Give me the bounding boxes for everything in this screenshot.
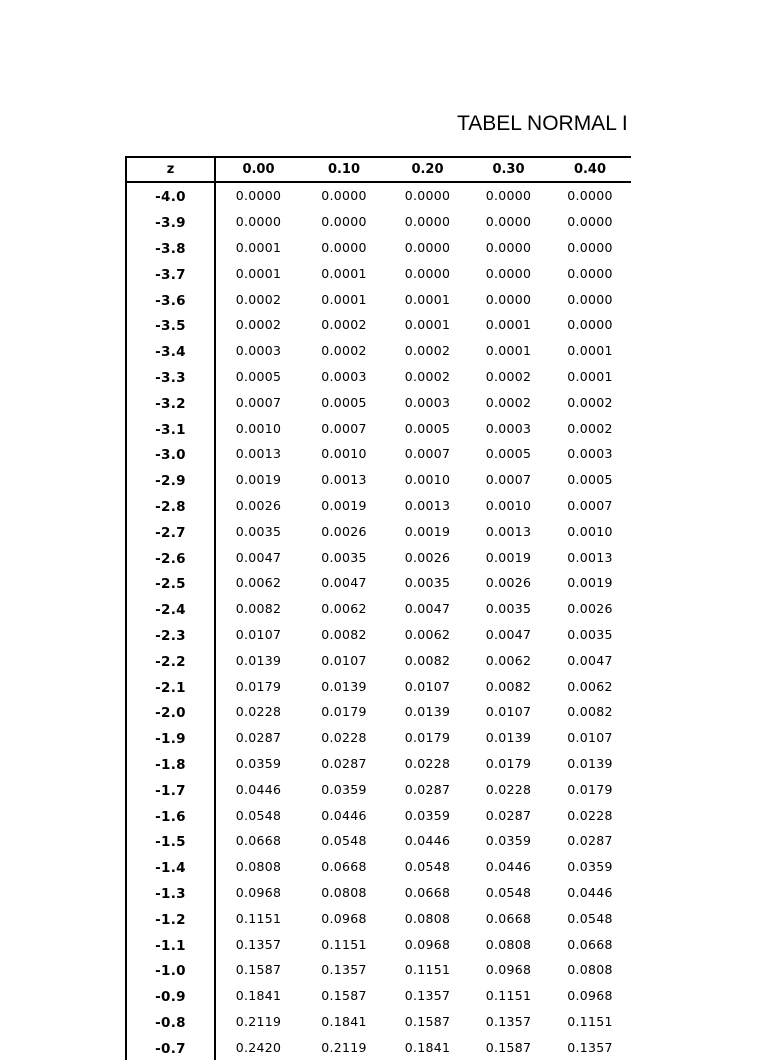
probability-cell: 0.0287 xyxy=(235,730,282,746)
probability-cell: 0.0808 xyxy=(567,962,613,978)
z-value-cell: -3.5 xyxy=(126,312,215,338)
z-value-cell: -2.0 xyxy=(126,699,215,725)
table-body xyxy=(126,182,631,1060)
z-value-cell: -2.4 xyxy=(126,596,215,622)
probability-cell: 0.0013 xyxy=(235,446,282,462)
table-row xyxy=(126,905,631,931)
probability-cell: 0.0668 xyxy=(321,859,367,875)
probability-cell: 0.0968 xyxy=(567,988,613,1004)
probability-cell: 0.0047 xyxy=(404,601,451,617)
probability-cell: 0.0808 xyxy=(485,936,532,952)
probability-cell: 0.0446 xyxy=(321,807,367,823)
table-row xyxy=(126,880,631,906)
z-value-cell: -0.9 xyxy=(126,983,215,1009)
table-row xyxy=(126,338,631,364)
probability-cell: 0.0005 xyxy=(567,472,613,488)
probability-cell: 0.0010 xyxy=(321,446,367,462)
probability-cell: 0.0359 xyxy=(404,807,451,823)
z-table xyxy=(125,156,631,1060)
probability-cell: 0.0005 xyxy=(404,420,451,436)
probability-cell: 0.1151 xyxy=(235,910,282,926)
probability-cell: 0.0000 xyxy=(567,291,613,307)
probability-cell: 0.0019 xyxy=(321,497,367,513)
probability-cell: 0.0035 xyxy=(235,523,282,539)
probability-cell: 0.0062 xyxy=(567,678,613,694)
probability-cell: 0.1587 xyxy=(235,962,282,978)
probability-cell: 0.0228 xyxy=(485,781,532,797)
table-row xyxy=(126,828,631,854)
table-row xyxy=(126,802,631,828)
column-header-z: z xyxy=(126,157,215,182)
probability-cell: 0.0000 xyxy=(321,214,367,230)
probability-cell: 0.0359 xyxy=(485,833,532,849)
probability-cell: 0.0287 xyxy=(485,807,532,823)
table-row xyxy=(126,596,631,622)
z-value-cell: -1.0 xyxy=(126,957,215,983)
probability-cell: 0.1841 xyxy=(235,988,282,1004)
probability-cell: 0.0026 xyxy=(321,523,367,539)
probability-cell: 0.0047 xyxy=(567,652,613,668)
probability-cell: 0.0228 xyxy=(404,755,451,771)
probability-cell: 0.0107 xyxy=(485,704,532,720)
table-row xyxy=(126,622,631,648)
probability-cell: 0.0001 xyxy=(485,343,532,359)
table-row xyxy=(126,699,631,725)
column-header: 0.40 xyxy=(549,157,631,182)
table-row xyxy=(126,441,631,467)
normal-table xyxy=(125,156,634,1060)
table-row xyxy=(126,751,631,777)
z-value-cell: -2.2 xyxy=(126,647,215,673)
probability-cell: 0.0000 xyxy=(567,317,613,333)
probability-cell: 0.0019 xyxy=(567,575,613,591)
probability-cell: 0.0047 xyxy=(235,549,282,565)
table-row xyxy=(126,493,631,519)
probability-cell: 0.0003 xyxy=(404,394,451,410)
probability-cell: 0.0062 xyxy=(235,575,282,591)
table-row xyxy=(126,312,631,338)
probability-cell: 0.0007 xyxy=(235,394,282,410)
probability-cell: 0.0047 xyxy=(485,626,532,642)
probability-cell: 0.0082 xyxy=(404,652,451,668)
probability-cell: 0.0968 xyxy=(485,962,532,978)
table-row xyxy=(126,983,631,1009)
table-row xyxy=(126,647,631,673)
probability-cell: 0.0000 xyxy=(567,188,613,204)
probability-cell: 0.0000 xyxy=(485,239,532,255)
probability-cell: 0.0001 xyxy=(404,317,451,333)
probability-cell: 0.0668 xyxy=(235,833,282,849)
probability-cell: 0.0000 xyxy=(404,265,451,281)
probability-cell: 0.0013 xyxy=(567,549,613,565)
probability-cell: 0.0107 xyxy=(567,730,613,746)
table-row xyxy=(126,570,631,596)
probability-cell: 0.0968 xyxy=(235,884,282,900)
probability-cell: 0.1151 xyxy=(485,988,532,1004)
probability-cell: 0.0010 xyxy=(235,420,282,436)
probability-cell: 0.0107 xyxy=(321,652,367,668)
probability-cell: 0.2119 xyxy=(235,1013,282,1029)
z-value-cell: -0.7 xyxy=(126,1034,215,1060)
z-value-cell: -1.3 xyxy=(126,880,215,906)
probability-cell: 0.0668 xyxy=(485,910,532,926)
probability-cell: 0.0082 xyxy=(567,704,613,720)
table-row xyxy=(126,957,631,983)
z-value-cell: -2.7 xyxy=(126,518,215,544)
probability-cell: 0.0007 xyxy=(567,497,613,513)
probability-cell: 0.1357 xyxy=(321,962,367,978)
z-value-cell: -3.7 xyxy=(126,260,215,286)
probability-cell: 0.0107 xyxy=(235,626,282,642)
probability-cell: 0.0026 xyxy=(485,575,532,591)
probability-cell: 0.0968 xyxy=(404,936,451,952)
table-row xyxy=(126,364,631,390)
probability-cell: 0.0026 xyxy=(567,601,613,617)
probability-cell: 0.0000 xyxy=(567,214,613,230)
z-value-cell: -4.0 xyxy=(126,182,215,209)
probability-cell: 0.0000 xyxy=(567,239,613,255)
probability-cell: 0.1151 xyxy=(404,962,451,978)
probability-cell: 0.0002 xyxy=(404,343,451,359)
probability-cell: 0.0001 xyxy=(321,291,367,307)
table-row xyxy=(126,182,631,209)
table-row xyxy=(126,209,631,235)
probability-cell: 0.0082 xyxy=(235,601,282,617)
probability-cell: 0.0446 xyxy=(404,833,451,849)
probability-cell: 0.0002 xyxy=(485,394,532,410)
z-value-cell: -1.5 xyxy=(126,828,215,854)
table-row xyxy=(126,673,631,699)
probability-cell: 0.0013 xyxy=(321,472,367,488)
probability-cell: 0.0968 xyxy=(321,910,367,926)
probability-cell: 0.0013 xyxy=(485,523,532,539)
probability-cell: 0.0228 xyxy=(567,807,613,823)
table-row xyxy=(126,1009,631,1035)
z-value-cell: -1.1 xyxy=(126,931,215,957)
probability-cell: 0.0000 xyxy=(321,188,367,204)
probability-cell: 0.0228 xyxy=(235,704,282,720)
z-value-cell: -1.4 xyxy=(126,854,215,880)
probability-cell: 0.0001 xyxy=(485,317,532,333)
probability-cell: 0.1587 xyxy=(404,1013,451,1029)
probability-cell: 0.0548 xyxy=(485,884,532,900)
probability-cell: 0.0026 xyxy=(235,497,282,513)
z-value-cell: -3.8 xyxy=(126,235,215,261)
probability-cell: 0.1357 xyxy=(404,988,451,1004)
probability-cell: 0.0002 xyxy=(567,394,613,410)
z-value-cell: -3.4 xyxy=(126,338,215,364)
probability-cell: 0.0082 xyxy=(321,626,367,642)
probability-cell: 0.0010 xyxy=(404,472,451,488)
z-value-cell: -2.6 xyxy=(126,544,215,570)
probability-cell: 0.0548 xyxy=(567,910,613,926)
probability-cell: 0.0035 xyxy=(404,575,451,591)
probability-cell: 0.0808 xyxy=(321,884,367,900)
probability-cell: 0.0003 xyxy=(567,446,613,462)
column-header: 0.20 xyxy=(387,157,468,182)
probability-cell: 0.2420 xyxy=(235,1039,282,1055)
table-row xyxy=(126,776,631,802)
probability-cell: 0.0139 xyxy=(235,652,282,668)
probability-cell: 0.0000 xyxy=(485,214,532,230)
probability-cell: 0.0002 xyxy=(321,343,367,359)
probability-cell: 0.0179 xyxy=(235,678,282,694)
probability-cell: 0.0446 xyxy=(567,884,613,900)
z-value-cell: -1.2 xyxy=(126,905,215,931)
probability-cell: 0.0019 xyxy=(485,549,532,565)
probability-cell: 0.0003 xyxy=(485,420,532,436)
z-value-cell: -3.3 xyxy=(126,364,215,390)
column-header: 0.30 xyxy=(468,157,549,182)
table-row xyxy=(126,931,631,957)
probability-cell: 0.0062 xyxy=(485,652,532,668)
probability-cell: 0.0005 xyxy=(321,394,367,410)
table-row xyxy=(126,286,631,312)
probability-cell: 0.0287 xyxy=(567,833,613,849)
table-row xyxy=(126,389,631,415)
probability-cell: 0.0000 xyxy=(235,214,282,230)
probability-cell: 0.0019 xyxy=(404,523,451,539)
probability-cell: 0.0179 xyxy=(321,704,367,720)
probability-cell: 0.0001 xyxy=(567,368,613,384)
probability-cell: 0.0139 xyxy=(567,755,613,771)
probability-cell: 0.0035 xyxy=(485,601,532,617)
probability-cell: 0.0000 xyxy=(567,265,613,281)
table-row xyxy=(126,415,631,441)
probability-cell: 0.0035 xyxy=(321,549,367,565)
probability-cell: 0.1587 xyxy=(321,988,367,1004)
probability-cell: 0.0005 xyxy=(235,368,282,384)
probability-cell: 0.0002 xyxy=(485,368,532,384)
z-value-cell: -3.6 xyxy=(126,286,215,312)
probability-cell: 0.0228 xyxy=(321,730,367,746)
probability-cell: 0.0000 xyxy=(404,239,451,255)
table-row xyxy=(126,467,631,493)
probability-cell: 0.0010 xyxy=(485,497,532,513)
probability-cell: 0.0001 xyxy=(321,265,367,281)
probability-cell: 0.0179 xyxy=(567,781,613,797)
probability-cell: 0.0003 xyxy=(321,368,367,384)
probability-cell: 0.0287 xyxy=(404,781,451,797)
probability-cell: 0.0000 xyxy=(485,188,532,204)
column-header: 0.00 xyxy=(215,157,301,182)
probability-cell: 0.0019 xyxy=(235,472,282,488)
probability-cell: 0.0139 xyxy=(404,704,451,720)
probability-cell: 0.0359 xyxy=(567,859,613,875)
probability-cell: 0.0001 xyxy=(235,239,282,255)
z-value-cell: -1.7 xyxy=(126,776,215,802)
table-row xyxy=(126,518,631,544)
probability-cell: 0.1357 xyxy=(567,1039,613,1055)
probability-cell: 0.0446 xyxy=(235,781,282,797)
probability-cell: 0.0548 xyxy=(235,807,282,823)
probability-cell: 0.0668 xyxy=(567,936,613,952)
probability-cell: 0.0007 xyxy=(485,472,532,488)
probability-cell: 0.0000 xyxy=(485,265,532,281)
probability-cell: 0.1841 xyxy=(404,1039,451,1055)
probability-cell: 0.0007 xyxy=(404,446,451,462)
table-row xyxy=(126,1034,631,1060)
probability-cell: 0.1151 xyxy=(567,1013,613,1029)
probability-cell: 0.0359 xyxy=(321,781,367,797)
probability-cell: 0.1151 xyxy=(321,936,367,952)
probability-cell: 0.0035 xyxy=(567,626,613,642)
probability-cell: 0.0005 xyxy=(485,446,532,462)
probability-cell: 0.0548 xyxy=(321,833,367,849)
z-value-cell: -1.8 xyxy=(126,751,215,777)
probability-cell: 0.0047 xyxy=(321,575,367,591)
probability-cell: 0.1357 xyxy=(235,936,282,952)
probability-cell: 0.0000 xyxy=(235,188,282,204)
probability-cell: 0.0548 xyxy=(404,859,451,875)
z-value-cell: -3.1 xyxy=(126,415,215,441)
z-value-cell: -3.2 xyxy=(126,389,215,415)
probability-cell: 0.0139 xyxy=(321,678,367,694)
z-value-cell: -3.0 xyxy=(126,441,215,467)
probability-cell: 0.0002 xyxy=(235,317,282,333)
z-value-cell: -2.5 xyxy=(126,570,215,596)
probability-cell: 0.0139 xyxy=(485,730,532,746)
probability-cell: 0.1357 xyxy=(485,1013,532,1029)
probability-cell: 0.0002 xyxy=(404,368,451,384)
probability-cell: 0.2119 xyxy=(321,1039,367,1055)
probability-cell: 0.0002 xyxy=(567,420,613,436)
probability-cell: 0.1587 xyxy=(485,1039,532,1055)
probability-cell: 0.0082 xyxy=(485,678,532,694)
probability-cell: 0.0000 xyxy=(404,214,451,230)
probability-cell: 0.1841 xyxy=(321,1013,367,1029)
table-row xyxy=(126,854,631,880)
probability-cell: 0.0003 xyxy=(235,343,282,359)
table-row xyxy=(126,235,631,261)
z-value-cell: -2.9 xyxy=(126,467,215,493)
probability-cell: 0.0000 xyxy=(321,239,367,255)
table-header-row xyxy=(126,157,631,182)
probability-cell: 0.0359 xyxy=(235,755,282,771)
probability-cell: 0.0007 xyxy=(321,420,367,436)
table-row xyxy=(126,544,631,570)
probability-cell: 0.0001 xyxy=(235,265,282,281)
probability-cell: 0.0062 xyxy=(321,601,367,617)
z-value-cell: -0.8 xyxy=(126,1009,215,1035)
probability-cell: 0.0446 xyxy=(485,859,532,875)
table-row xyxy=(126,260,631,286)
probability-cell: 0.0000 xyxy=(485,291,532,307)
z-value-cell: -2.8 xyxy=(126,493,215,519)
probability-cell: 0.0001 xyxy=(567,343,613,359)
probability-cell: 0.0808 xyxy=(404,910,451,926)
probability-cell: 0.0808 xyxy=(235,859,282,875)
table-row xyxy=(126,725,631,751)
z-value-cell: -2.1 xyxy=(126,673,215,699)
probability-cell: 0.0000 xyxy=(404,188,451,204)
z-value-cell: -3.9 xyxy=(126,209,215,235)
z-value-cell: -2.3 xyxy=(126,622,215,648)
probability-cell: 0.0062 xyxy=(404,626,451,642)
probability-cell: 0.0002 xyxy=(235,291,282,307)
page-title: TABEL NORMAL I xyxy=(457,112,628,135)
z-value-cell: -1.9 xyxy=(126,725,215,751)
z-value-cell: -1.6 xyxy=(126,802,215,828)
probability-cell: 0.0179 xyxy=(485,755,532,771)
probability-cell: 0.0010 xyxy=(567,523,613,539)
probability-cell: 0.0287 xyxy=(321,755,367,771)
probability-cell: 0.0668 xyxy=(404,884,451,900)
probability-cell: 0.0107 xyxy=(404,678,451,694)
probability-cell: 0.0179 xyxy=(404,730,451,746)
probability-cell: 0.0026 xyxy=(404,549,451,565)
probability-cell: 0.0013 xyxy=(404,497,451,513)
column-header: 0.10 xyxy=(301,157,387,182)
probability-cell: 0.0001 xyxy=(404,291,451,307)
probability-cell: 0.0002 xyxy=(321,317,367,333)
